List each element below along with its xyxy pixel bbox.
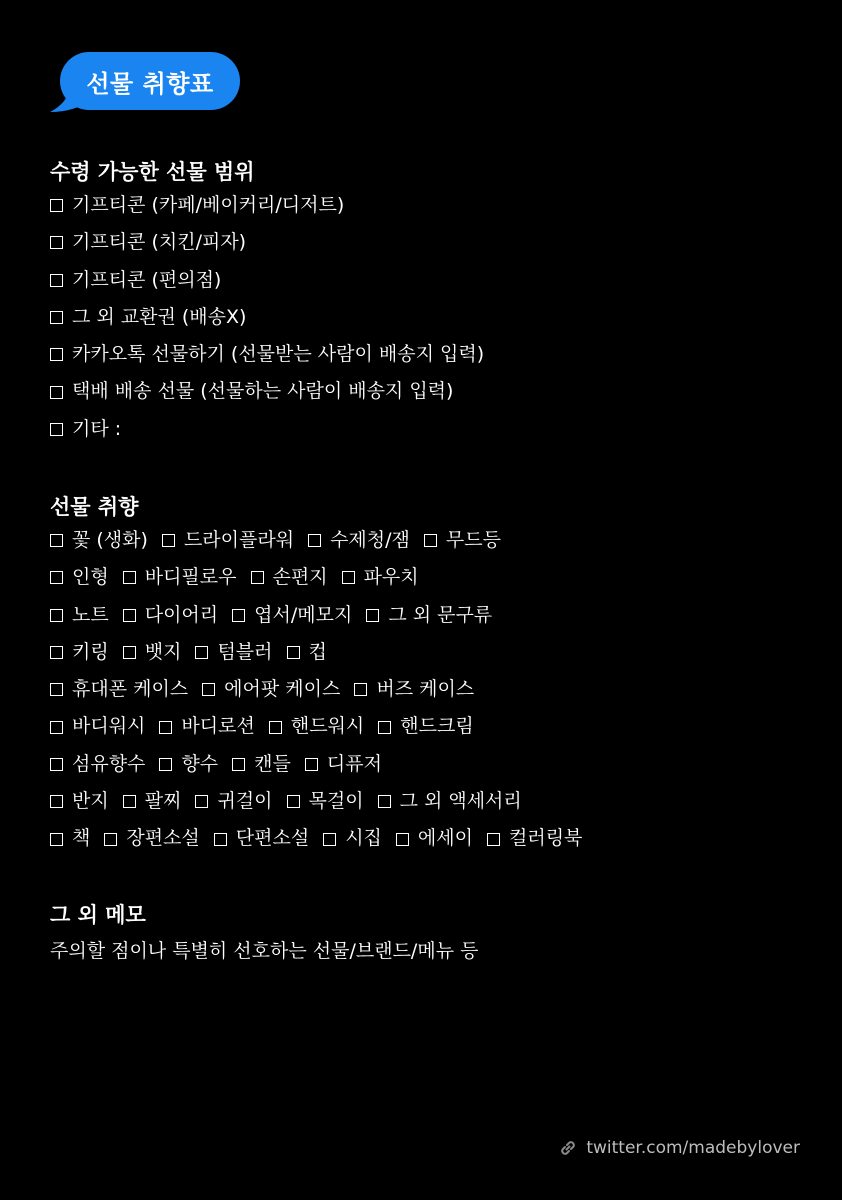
- checkbox-label: 뱃지: [144, 640, 182, 663]
- page-title: 선물 취향표: [60, 52, 240, 110]
- checkbox-label: 인형: [72, 566, 109, 589]
- checkbox-label: 노트: [72, 603, 109, 626]
- checkbox-square-icon[interactable]: [366, 609, 379, 622]
- checkbox-square-icon[interactable]: [305, 758, 318, 771]
- checkbox-item[interactable]: [287, 634, 327, 671]
- range-option-row: [50, 336, 498, 373]
- checkbox-square-icon[interactable]: [202, 683, 215, 696]
- checkbox-item[interactable]: [366, 597, 492, 634]
- checkbox-label: 수제청/잼: [330, 529, 410, 551]
- checkbox-item[interactable]: [195, 634, 272, 671]
- link-icon: [558, 1138, 578, 1158]
- checkbox-item[interactable]: [308, 522, 410, 559]
- checkbox-label: 그 외 액세서리: [399, 790, 522, 813]
- checkbox-label: 텀블러: [217, 640, 273, 663]
- taste-grid: [50, 522, 596, 858]
- checkbox-label: 키링: [72, 640, 109, 663]
- checkbox-square-icon[interactable]: [50, 683, 63, 696]
- section-title: 그 외 메모: [50, 903, 146, 927]
- checkbox-label: 택배 배송 선물 (선물하는 사람이 배송지 입력): [72, 380, 454, 403]
- taste-row: [50, 634, 596, 671]
- checkbox-item[interactable]: [50, 522, 148, 559]
- checkbox-item[interactable]: [50, 671, 188, 708]
- checkbox-square-icon[interactable]: [159, 721, 172, 734]
- checkbox-label: 바디필로우: [144, 566, 237, 589]
- checkbox-item[interactable]: [487, 820, 582, 857]
- checkbox-label: 기타 :: [72, 417, 122, 440]
- checkbox-item[interactable]: [269, 708, 364, 745]
- checkbox-label: 파우치: [363, 566, 419, 589]
- section-title: 수령 가능한 선물 범위: [50, 160, 255, 184]
- section-title: 선물 취향: [50, 495, 139, 519]
- gift-taste-section: [50, 492, 596, 858]
- range-option-row: [50, 262, 498, 299]
- checkbox-item[interactable]: [305, 746, 382, 783]
- taste-row: [50, 708, 596, 745]
- checkbox-item[interactable]: [354, 671, 474, 708]
- checkbox-item[interactable]: [50, 373, 453, 410]
- checkbox-label: 향수: [181, 752, 219, 775]
- checkbox-item[interactable]: [232, 746, 291, 783]
- checkbox-square-icon[interactable]: [104, 833, 117, 846]
- checkbox-item[interactable]: [123, 559, 237, 596]
- taste-row: [50, 559, 596, 596]
- checkbox-item[interactable]: [50, 187, 344, 224]
- checkbox-label: 기프티콘 (편의점): [72, 268, 222, 291]
- checkbox-label: 목걸이: [308, 790, 364, 813]
- checkbox-item[interactable]: [232, 597, 352, 634]
- checkbox-square-icon[interactable]: [214, 833, 227, 846]
- checkbox-square-icon[interactable]: [195, 795, 208, 808]
- checkbox-square-icon[interactable]: [50, 236, 63, 249]
- checkbox-label: 기프티콘 (카페/베이커리/디저트): [72, 194, 345, 216]
- checkbox-square-icon[interactable]: [50, 199, 63, 212]
- memo-text: 주의할 점이나 특별히 선호하는 선물/브랜드/메뉴 등: [50, 940, 479, 962]
- checkbox-item[interactable]: [50, 634, 109, 671]
- checkbox-label: 귀걸이: [217, 790, 273, 813]
- receivable-range-section: [50, 157, 498, 448]
- checkbox-square-icon[interactable]: [50, 758, 63, 771]
- checkbox-label: 바디로션: [181, 715, 255, 738]
- checkbox-label: 시집: [345, 827, 382, 850]
- checkbox-label: 핸드워시: [290, 715, 365, 738]
- checkbox-square-icon[interactable]: [354, 683, 367, 696]
- taste-row: [50, 746, 596, 783]
- checkbox-square-icon[interactable]: [487, 833, 500, 846]
- checkbox-item[interactable]: [50, 708, 145, 745]
- checkbox-label: 에세이: [417, 827, 473, 850]
- range-option-row: [50, 187, 498, 224]
- memo-section: [50, 900, 478, 966]
- checkbox-square-icon[interactable]: [50, 386, 63, 399]
- checkbox-item[interactable]: [202, 671, 340, 708]
- checkbox-square-icon[interactable]: [50, 646, 63, 659]
- checkbox-square-icon[interactable]: [50, 348, 63, 361]
- checkbox-label: 핸드크림: [400, 715, 474, 738]
- checkbox-label: 무드등: [445, 529, 501, 551]
- checkbox-label: 드라이플라워: [183, 529, 295, 551]
- checkbox-square-icon[interactable]: [123, 795, 136, 808]
- checkbox-square-icon[interactable]: [323, 833, 336, 846]
- taste-row: [50, 783, 596, 820]
- checkbox-label: 단편소설: [235, 827, 310, 850]
- checkbox-square-icon[interactable]: [378, 795, 391, 808]
- checkbox-label: 버즈 케이스: [376, 678, 475, 701]
- checkbox-item[interactable]: [50, 411, 121, 448]
- footer: [558, 1138, 800, 1158]
- checkbox-item[interactable]: [396, 820, 473, 857]
- checkbox-square-icon[interactable]: [342, 571, 355, 584]
- range-option-row: [50, 373, 498, 410]
- checkbox-item[interactable]: [123, 597, 218, 634]
- checkbox-square-icon[interactable]: [50, 311, 63, 324]
- checkbox-item[interactable]: [162, 522, 294, 559]
- checkbox-label: 에어팟 케이스: [224, 678, 341, 701]
- checkbox-square-icon[interactable]: [159, 758, 172, 771]
- checkbox-item[interactable]: [195, 783, 272, 820]
- taste-row: [50, 820, 596, 857]
- checkbox-item[interactable]: [342, 559, 419, 596]
- footer-link-text[interactable]: twitter.com/madebylover: [586, 1138, 800, 1158]
- checkbox-item[interactable]: [159, 746, 218, 783]
- checkbox-label: 휴대폰 케이스: [72, 678, 189, 701]
- checkbox-label: 책: [72, 827, 91, 850]
- checkbox-item[interactable]: [50, 262, 221, 299]
- checkbox-item[interactable]: [214, 820, 309, 857]
- checkbox-label: 그 외 문구류: [388, 603, 493, 626]
- checkbox-square-icon[interactable]: [232, 609, 245, 622]
- checkbox-square-icon[interactable]: [162, 534, 175, 547]
- checkbox-square-icon[interactable]: [123, 609, 136, 622]
- checkbox-label: 캔들: [254, 752, 291, 775]
- checkbox-label: 컬러링북: [508, 827, 583, 850]
- checkbox-label: 손편지: [272, 566, 328, 589]
- checkbox-label: 섬유향수: [72, 752, 146, 775]
- checkbox-item[interactable]: [287, 783, 364, 820]
- taste-row: [50, 522, 596, 559]
- title-bubble: [50, 52, 242, 114]
- checkbox-item[interactable]: [378, 783, 522, 820]
- checkbox-square-icon[interactable]: [50, 721, 63, 734]
- checkbox-square-icon[interactable]: [378, 721, 391, 734]
- checkbox-item[interactable]: [50, 224, 246, 261]
- checkbox-item[interactable]: [50, 746, 145, 783]
- range-option-row: [50, 299, 498, 336]
- checkbox-item[interactable]: [378, 708, 473, 745]
- range-list: [50, 187, 498, 448]
- checkbox-square-icon[interactable]: [232, 758, 245, 771]
- checkbox-item[interactable]: [50, 820, 90, 857]
- checkbox-square-icon[interactable]: [308, 534, 321, 547]
- checkbox-item[interactable]: [424, 522, 501, 559]
- checkbox-item[interactable]: [50, 783, 109, 820]
- checkbox-square-icon[interactable]: [251, 571, 264, 584]
- checkbox-label: 팔찌: [144, 790, 182, 813]
- range-option-row: [50, 411, 498, 448]
- checkbox-label: 카카오톡 선물하기 (선물받는 사람이 배송지 입력): [72, 343, 485, 366]
- checkbox-square-icon[interactable]: [50, 571, 63, 584]
- checkbox-label: 기프티콘 (치킨/피자): [72, 231, 247, 254]
- checkbox-label: 꽃 (생화): [72, 529, 148, 551]
- checkbox-label: 디퓨저: [326, 752, 382, 775]
- checkbox-label: 그 외 교환권 (배송X): [72, 305, 247, 328]
- checkbox-label: 장편소설: [126, 827, 200, 850]
- checkbox-item[interactable]: [50, 597, 109, 634]
- checkbox-square-icon[interactable]: [50, 795, 63, 808]
- range-option-row: [50, 224, 498, 261]
- checkbox-label: 다이어리: [144, 603, 219, 626]
- checkbox-square-icon[interactable]: [269, 721, 282, 734]
- checkbox-label: 엽서/메모지: [254, 603, 353, 626]
- checkbox-square-icon[interactable]: [50, 833, 63, 846]
- checkbox-item[interactable]: [50, 336, 484, 373]
- checkbox-square-icon[interactable]: [50, 423, 63, 436]
- checkbox-square-icon[interactable]: [50, 534, 63, 547]
- checkbox-square-icon[interactable]: [123, 571, 136, 584]
- checkbox-item[interactable]: [251, 559, 328, 596]
- checkbox-label: 바디워시: [72, 715, 146, 738]
- checkbox-square-icon[interactable]: [50, 274, 63, 287]
- checkbox-square-icon[interactable]: [396, 833, 409, 846]
- checkbox-item[interactable]: [123, 634, 182, 671]
- checkbox-square-icon[interactable]: [424, 534, 437, 547]
- checkbox-item[interactable]: [50, 559, 109, 596]
- checkbox-square-icon[interactable]: [195, 646, 208, 659]
- checkbox-label: 반지: [72, 790, 109, 813]
- checkbox-square-icon[interactable]: [287, 646, 300, 659]
- taste-row: [50, 671, 596, 708]
- checkbox-item[interactable]: [159, 708, 254, 745]
- checkbox-square-icon[interactable]: [123, 646, 136, 659]
- checkbox-square-icon[interactable]: [287, 795, 300, 808]
- checkbox-square-icon[interactable]: [50, 609, 63, 622]
- checkbox-item[interactable]: [50, 299, 246, 336]
- checkbox-item[interactable]: [104, 820, 199, 857]
- taste-row: [50, 597, 596, 634]
- checkbox-item[interactable]: [123, 783, 182, 820]
- checkbox-label: 컵: [308, 640, 327, 663]
- checkbox-item[interactable]: [323, 820, 382, 857]
